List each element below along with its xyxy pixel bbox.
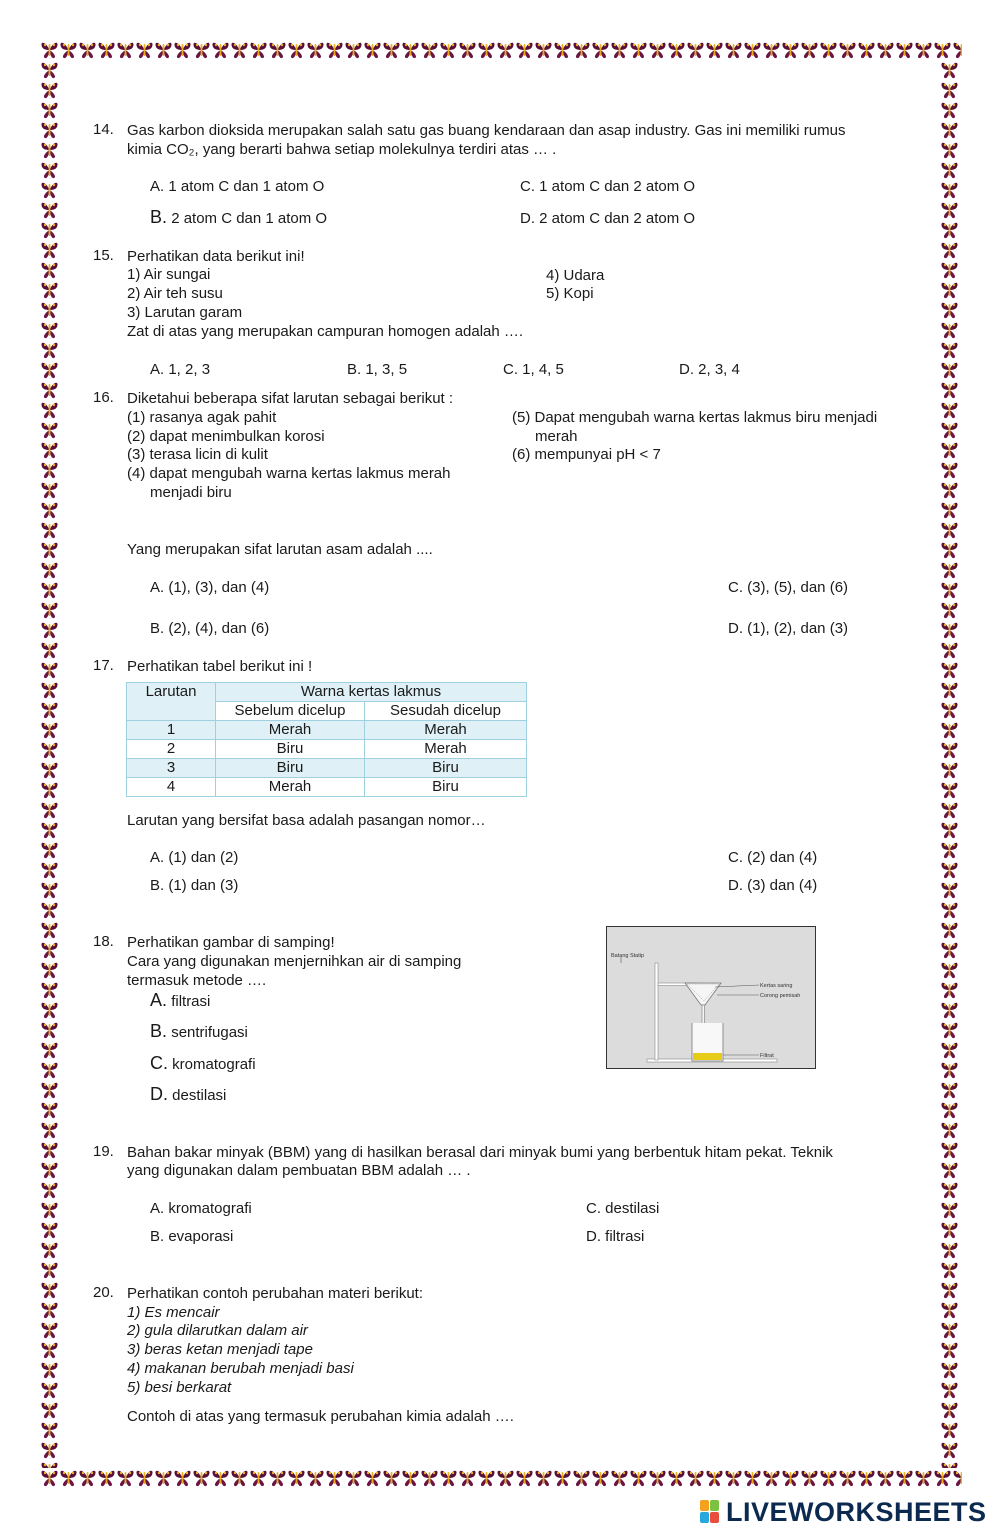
option-b[interactable]: B. (2), (4), dan (6) xyxy=(150,620,270,637)
question-text: Perhatikan contoh perubahan materi berikut: xyxy=(127,1285,424,1302)
liveworksheets-logo xyxy=(700,1497,987,1527)
question-text: yang digunakan dalam pembuatan BBM adalah … . xyxy=(127,1162,471,1179)
option-b[interactable]: B. sentrifugasi xyxy=(150,1021,248,1041)
question-text: Zat di atas yang merupakan campuran homogen adalah …. xyxy=(127,323,524,340)
question-text: Bahan bakar minyak (BBM) yang di hasilkan berasal dari minyak bumi yang berbentuk hitam pekat. Teknik xyxy=(127,1144,833,1161)
question-text: Perhatikan data berikut ini! xyxy=(127,248,305,265)
table-row: 1 Merah Merah xyxy=(127,721,527,740)
table-row: 3 Biru Biru xyxy=(127,759,527,778)
filtration-figure xyxy=(606,926,816,1069)
option-a[interactable]: A. (1), (3), dan (4) xyxy=(150,579,270,596)
list-item: (3) terasa licin di kulit xyxy=(127,446,268,463)
option-d[interactable]: D. filtrasi xyxy=(586,1228,645,1245)
option-a[interactable]: A. 1 atom C dan 1 atom O xyxy=(150,178,325,195)
filtration-apparatus xyxy=(607,927,815,1068)
list-item: menjadi biru xyxy=(150,484,232,501)
list-item: 3) beras ketan menjadi tape xyxy=(127,1341,313,1358)
option-c[interactable]: C. kromatografi xyxy=(150,1053,256,1073)
question-number: 20. xyxy=(93,1284,114,1301)
option-a[interactable]: A. kromatografi xyxy=(150,1200,252,1217)
option-c[interactable]: C. 1 atom C dan 2 atom O xyxy=(520,178,696,195)
question-text: Larutan yang bersifat basa adalah pasangan nomor… xyxy=(127,812,486,829)
option-d[interactable]: D. 2 atom C dan 2 atom O xyxy=(520,210,696,227)
list-item: 2) Air teh susu xyxy=(127,285,223,302)
question-number: 15. xyxy=(93,247,114,264)
question-text: Cara yang digunakan menjernihkan air di samping xyxy=(127,953,462,970)
list-item: 1) Air sungai xyxy=(127,266,211,283)
list-item: 4) makanan berubah menjadi basi xyxy=(127,1360,354,1377)
list-item: 5) Kopi xyxy=(546,285,594,302)
option-b[interactable]: B. 2 atom C dan 1 atom O xyxy=(150,207,328,227)
question-number: 18. xyxy=(93,933,114,950)
question-text: kimia CO₂, yang berarti bahwa setiap molekulnya terdiri atas … . xyxy=(127,141,557,158)
option-a[interactable]: A. (1) dan (2) xyxy=(150,849,239,866)
border-left xyxy=(40,60,59,1468)
label-corong: Corong pemisah xyxy=(760,993,801,999)
label-statip: Batang Statip xyxy=(611,953,645,959)
question-text: Yang merupakan sifat larutan asam adalah .... xyxy=(127,541,433,558)
border-right xyxy=(940,60,959,1468)
table-header: Warna kertas lakmus xyxy=(216,683,527,702)
option-d[interactable]: D. (1), (2), dan (3) xyxy=(728,620,849,637)
list-item: (1) rasanya agak pahit xyxy=(127,409,277,426)
option-c[interactable]: C. (2) dan (4) xyxy=(728,849,818,866)
option-d[interactable]: D. destilasi xyxy=(150,1084,227,1104)
question-number: 17. xyxy=(93,657,114,674)
option-d[interactable]: D. 2, 3, 4 xyxy=(679,361,740,378)
list-item: (5) Dapat mengubah warna kertas lakmus biru menjadi xyxy=(512,409,878,426)
litmus-table xyxy=(126,682,527,797)
question-number: 14. xyxy=(93,121,114,138)
question-text: Contoh di atas yang termasuk perubahan kimia adalah …. xyxy=(127,1408,514,1425)
option-b[interactable]: B. 1, 3, 5 xyxy=(347,361,408,378)
list-item: 1) Es mencair xyxy=(127,1304,220,1321)
list-item: (6) mempunyai pH < 7 xyxy=(512,446,661,463)
border-bottom xyxy=(40,1468,962,1488)
option-c[interactable]: C. destilasi xyxy=(586,1200,660,1217)
list-item: 5) besi berkarat xyxy=(127,1379,232,1396)
question-text: termasuk metode …. xyxy=(127,972,267,989)
list-item: 2) gula dilarutkan dalam air xyxy=(127,1322,308,1339)
option-d[interactable]: D. (3) dan (4) xyxy=(728,877,818,894)
table-header: Larutan xyxy=(127,683,216,721)
option-c[interactable]: C. (3), (5), dan (6) xyxy=(728,579,849,596)
table-row: 4 Merah Biru xyxy=(127,778,527,797)
option-a[interactable]: A. 1, 2, 3 xyxy=(150,361,211,378)
list-item: 3) Larutan garam xyxy=(127,304,243,321)
question-text: Gas karbon dioksida merupakan salah satu gas buang kendaraan dan asap industry. Gas ini memiliki rumus xyxy=(127,122,846,139)
option-b[interactable]: B. (1) dan (3) xyxy=(150,877,239,894)
table-header: Sesudah dicelup xyxy=(365,702,527,721)
question-number: 16. xyxy=(93,389,114,406)
question-text: Diketahui beberapa sifat larutan sebagai berikut : xyxy=(127,390,454,407)
list-item: (2) dapat menimbulkan korosi xyxy=(127,428,325,445)
option-b[interactable]: B. evaporasi xyxy=(150,1228,234,1245)
option-c[interactable]: C. 1, 4, 5 xyxy=(503,361,564,378)
question-text: Perhatikan gambar di samping! xyxy=(127,934,335,951)
logo-icon xyxy=(700,1500,720,1524)
label-kertas: Kertas saring xyxy=(760,983,793,989)
border-top xyxy=(40,40,962,60)
table-row: 2 Biru Merah xyxy=(127,740,527,759)
list-item: merah xyxy=(535,428,578,445)
option-a[interactable]: A. filtrasi xyxy=(150,990,211,1010)
logo-text: LIVEWORKSHEETS xyxy=(726,1496,987,1527)
question-text: Perhatikan tabel berikut ini ! xyxy=(127,658,313,675)
question-number: 19. xyxy=(93,1143,114,1160)
list-item: 4) Udara xyxy=(546,267,605,284)
table-header: Sebelum dicelup xyxy=(216,702,365,721)
list-item: (4) dapat mengubah warna kertas lakmus merah xyxy=(127,465,451,482)
label-filtrat: Filtrat xyxy=(760,1053,774,1059)
